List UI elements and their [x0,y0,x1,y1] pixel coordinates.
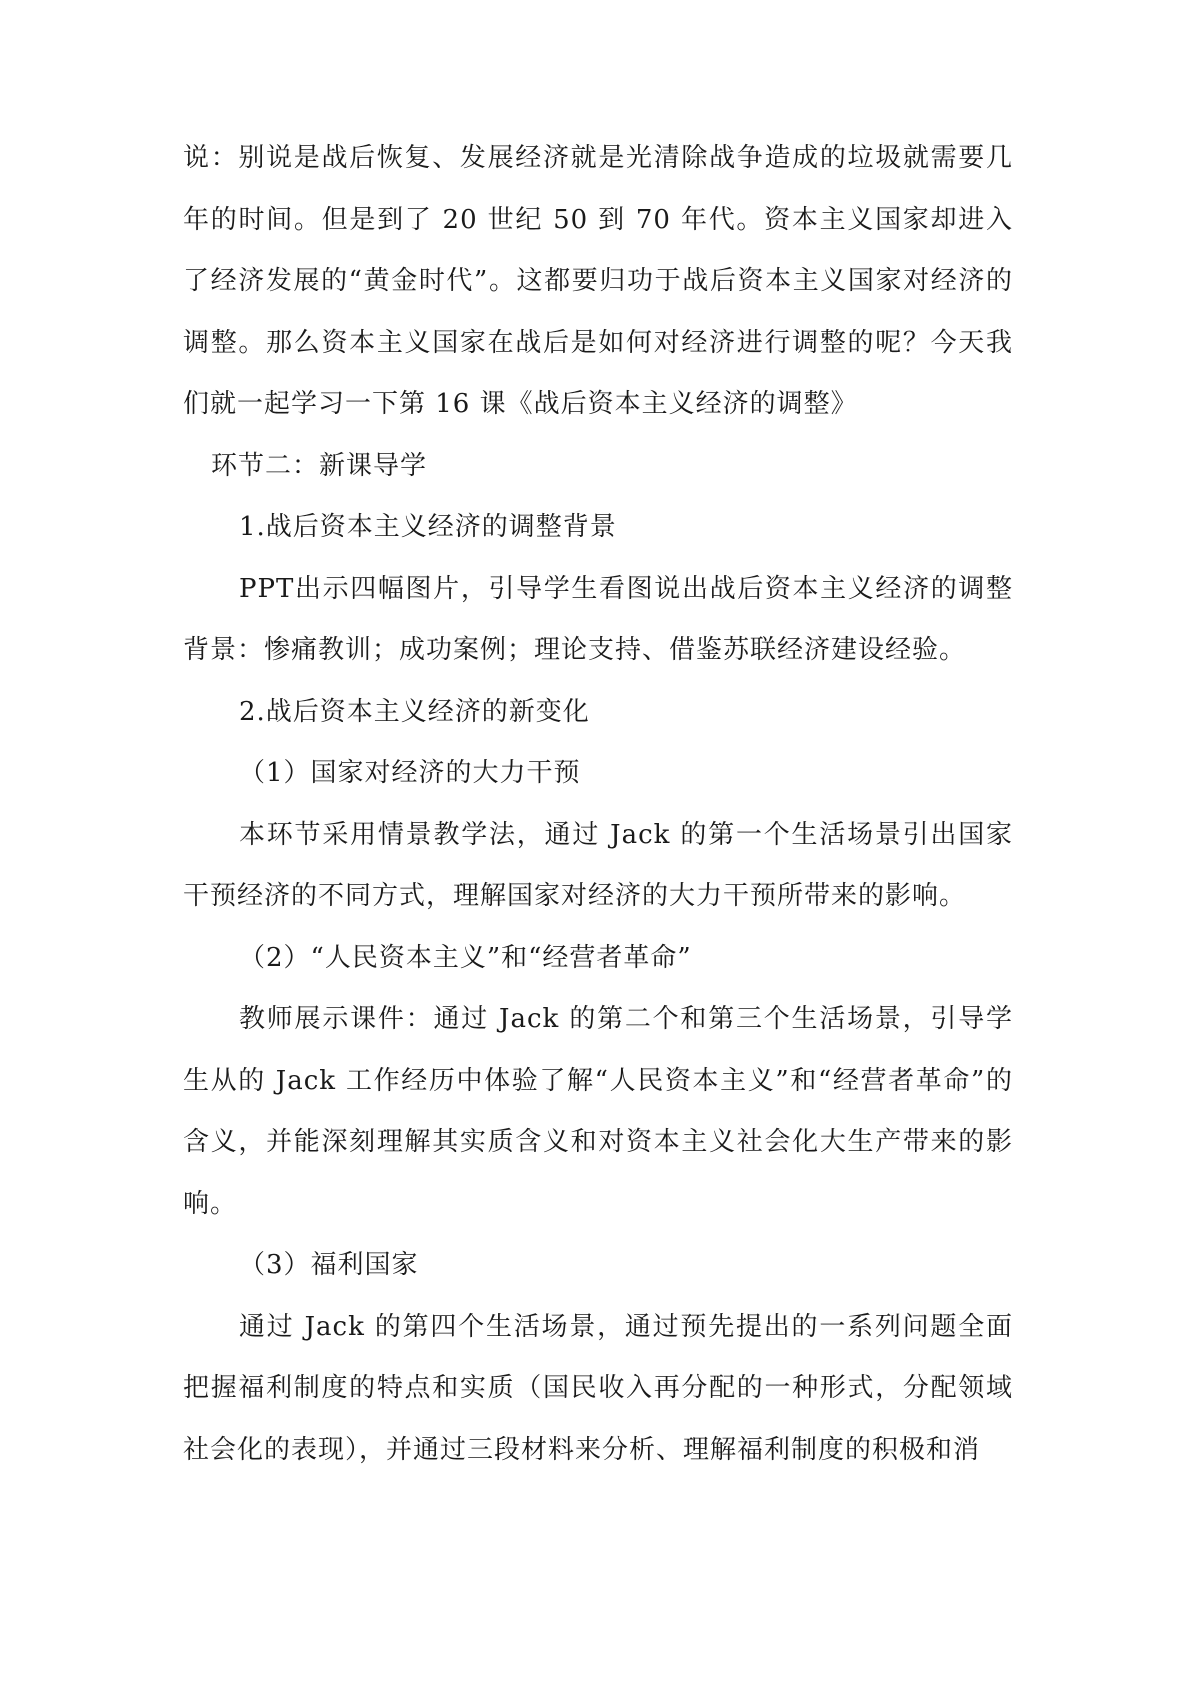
section-heading-new-lesson: 环节二：新课导学 [211,450,428,481]
document-body [183,128,1013,1481]
subheading-welfare-state: （3）福利国家 [239,1250,419,1280]
subheading-adjustment-background: 1.战后资本主义经济的调整背景 [239,512,617,542]
paragraph-state-intervention: 本环节采用情景教学法，通过 Jack 的第一个生活场景引出国家干预经济的不同方式，理解国家对经济的大力干预所带来的影响。 [183,819,1013,911]
subheading-peoples-capitalism: （2）“人民资本主义”和“经营者革命” [239,942,692,973]
paragraph-peoples-capitalism: 教师展示课件：通过 Jack 的第二个和第三个生活场景，引导学生从的 Jack 工作经历中体验了解“人民资本主义”和“经营者革命”的含义，并能深刻理解其实质含义和对资本主义社会化大生产带来的影响。 [183,1004,1013,1219]
paragraph-background: PPT出示四幅图片，引导学生看图说出战后资本主义经济的调整背景：惨痛教训；成功案例；理论支持、借鉴苏联经济建设经验。 [183,573,1013,665]
paragraph-welfare-state: 通过 Jack 的第四个生活场景，通过预先提出的一系列问题全面把握福利制度的特点和实质（国民收入再分配的一种形式，分配领域社会化的表现），并通过三段材料来分析、理解福利制度的积极和消 [183,1311,1013,1465]
subheading-new-changes: 2.战后资本主义经济的新变化 [239,696,590,727]
paragraph-intro-continuation: 说：别说是战后恢复、发展经济就是光清除战争造成的垃圾就需要几年的时间。但是到了 20 世纪 50 到 70 年代。资本主义国家却进入了经济发展的“黄金时代”。这都要归功于战后资本主义国家对经济的调整。那么资本主义国家在战后是如何对经济进行调整的呢？今天我们就一起学习一下第 16 课《战后资本主义经济的调整》 [183,143,1013,419]
subheading-state-intervention: （1）国家对经济的大力干预 [239,758,581,788]
